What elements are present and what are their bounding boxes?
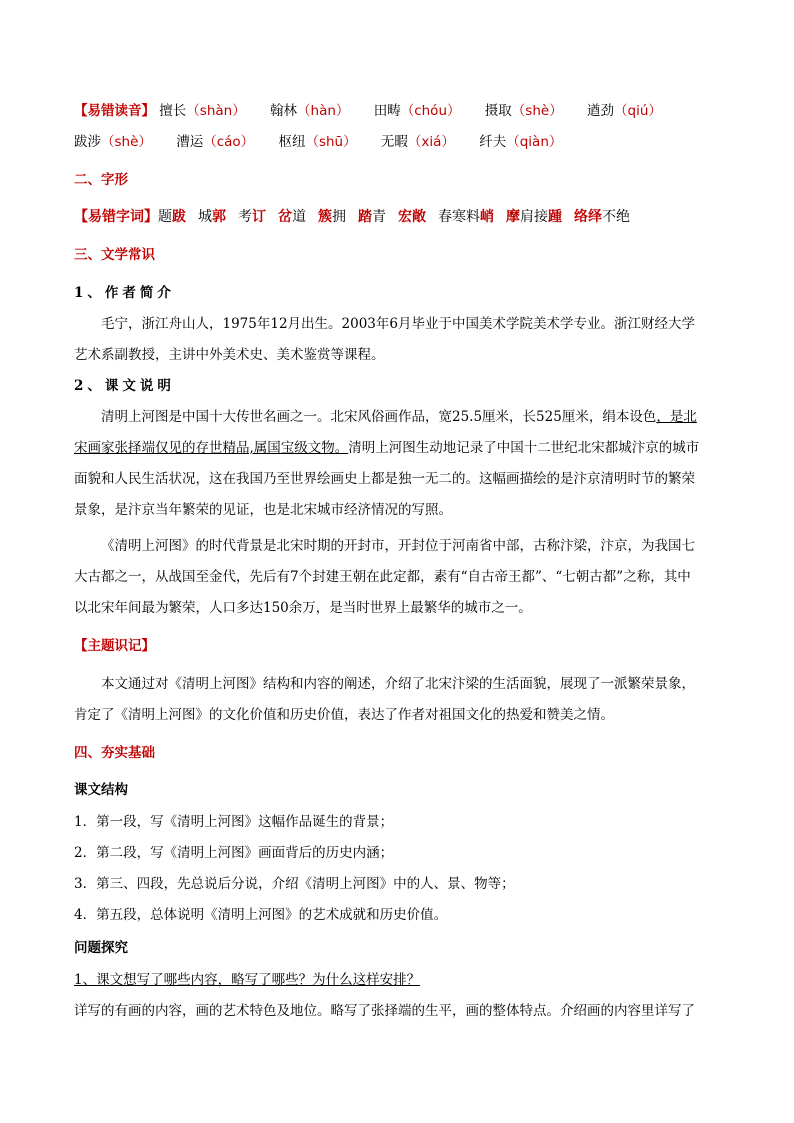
tricky-word: 考订	[238, 209, 266, 225]
word-item: 纤夫（qiàn）	[479, 134, 563, 150]
theme-para-line: 肯定了《清明上河图》的文化价值和历史价值，表达了作者对祖国文化的热爱和赞美之情。	[74, 707, 614, 723]
section-heading-basics: 四、夯实基础	[74, 745, 155, 761]
pronunciation-row-1	[74, 101, 734, 121]
tricky-word: 城郭	[198, 209, 226, 225]
structure-item: 3．第三、四段，先总说后分说，介绍《清明上河图》中的人、景、物等；	[74, 876, 515, 892]
author-para-line: 艺术系副教授，主讲中外美术史、美术鉴赏等课程。	[74, 347, 385, 363]
structure-item: 2．第二段，写《清明上河图》画面背后的历史内涵；	[74, 845, 394, 861]
background-para-line: 以北宋年间最为繁荣，人口多达150余万，是当时世界上最繁华的城市之一。	[74, 600, 532, 616]
notes-para-line: 清明上河图是中国十大传世名画之一。北宋风俗画作品，宽25.5厘米，长525厘米，绢本设色，是北	[101, 409, 697, 425]
tricky-words-row	[74, 207, 734, 227]
word-item: 摄取（shè）	[484, 103, 563, 119]
answer-1-line: 详写的有画的内容，画的艺术特色及地位。略写了张择端的生平，画的整体特点。介绍画的内容里详写了	[74, 1003, 695, 1019]
pronunciation-label: 【易错读音】	[74, 103, 155, 119]
theme-label: 【主题识记】	[74, 638, 155, 654]
word-item: 跋涉（shè）	[74, 134, 152, 150]
background-para-line: 大古都之一，从战国至金代，先后有7个封建王朝在此定都，素有“自古帝王都”、“七朝古都”之称，其中	[74, 569, 691, 585]
word-item: 田畴（chóu）	[373, 103, 461, 119]
tricky-word: 题跋	[158, 209, 186, 225]
pronunciation-row-2	[74, 132, 734, 152]
subheading-author: 1、作者简介	[74, 285, 175, 301]
tricky-word: 春寒料峭	[438, 209, 494, 225]
subheading-inquiry: 问题探究	[74, 940, 128, 956]
structure-item: 1．第一段，写《清明上河图》这幅作品诞生的背景；	[74, 814, 394, 830]
word-item: 漕运（cáo）	[176, 134, 255, 150]
tricky-word: 摩肩接踵	[506, 209, 562, 225]
subheading-text-notes: 2、课文说明	[74, 378, 175, 394]
word-item: 无暇（xiá）	[380, 134, 455, 150]
question-1: 1、课文想写了哪些内容，略写了哪些？为什么这样安排？	[74, 972, 421, 988]
tricky-word: 络绎不绝	[574, 209, 630, 225]
word-item: 遒劲（qiú）	[587, 103, 662, 119]
subheading-structure: 课文结构	[74, 782, 128, 798]
word-item: 翰林（hàn）	[270, 103, 350, 119]
structure-item: 4．第五段，总体说明《清明上河图》的艺术成就和历史价值。	[74, 907, 448, 923]
word-item: 擅长（shàn）	[159, 103, 246, 119]
notes-para-line: 宋画家张择端仅见的存世精品,属国宝级文物。清明上河图生动地记录了中国十二世纪北宋都城汴京的城市	[74, 440, 700, 456]
notes-para-line: 景象，是汴京当年繁荣的见证，也是北宋城市经济情况的写照。	[74, 502, 452, 518]
notes-para-line: 面貌和人民生活状况，这在我国乃至世界绘画史上都是独一无二的。这幅画描绘的是汴京清明时节的繁荣	[74, 471, 695, 487]
section-heading-literature: 三、文学常识	[74, 247, 155, 263]
author-para-line: 毛宁，浙江舟山人，1975年12月出生。2003年6月毕业于中国美术学院美术学专业。浙江财经大学	[101, 316, 695, 332]
tricky-words-label: 【易错字词】	[74, 209, 158, 225]
theme-para-line: 本文通过对《清明上河图》结构和内容的阐述，介绍了北宋汴梁的生活面貌，展现了一派繁荣景象，	[101, 676, 695, 692]
tricky-word: 踏青	[358, 209, 386, 225]
background-para-line: 《清明上河图》的时代背景是北宋时期的开封市，开封位于河南省中部，古称汴梁，汴京，为我国七	[101, 538, 695, 554]
tricky-word: 簇拥	[318, 209, 346, 225]
tricky-word: 宏敞	[398, 209, 426, 225]
tricky-word: 岔道	[278, 209, 306, 225]
word-item: 枢纽（shū）	[278, 134, 357, 150]
section-heading-glyphs: 二、字形	[74, 172, 128, 188]
